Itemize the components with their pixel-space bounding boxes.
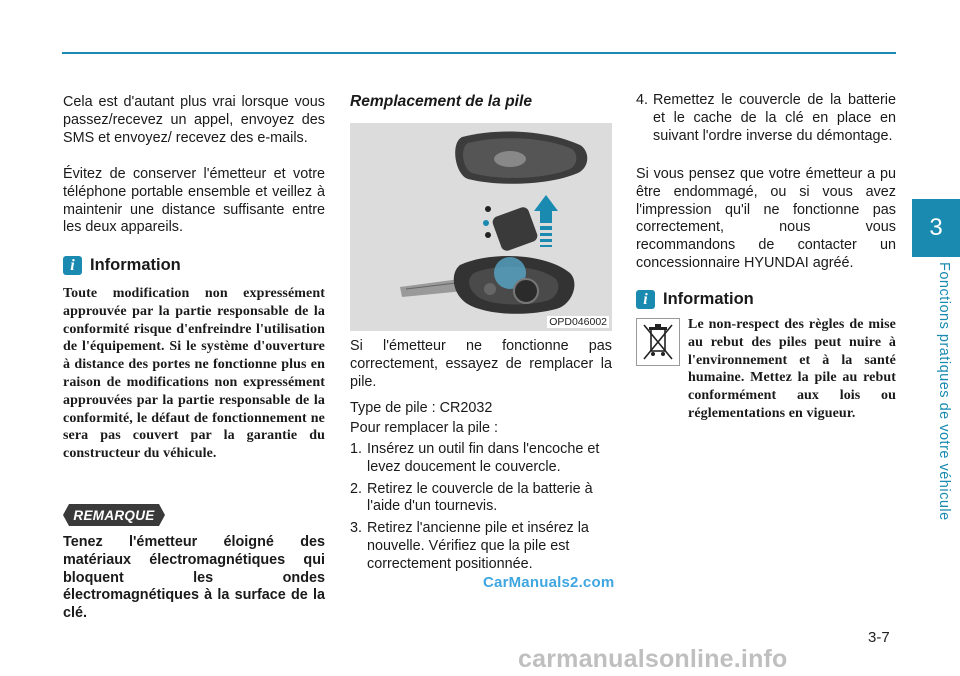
figure-code: OPD046002 <box>549 316 607 328</box>
chapter-tab <box>912 199 960 257</box>
step-number: 4. <box>636 92 649 108</box>
list-item <box>350 520 612 573</box>
top-rule <box>62 52 896 54</box>
paragraph: Cela est d'autant plus vrai lorsque vous passez/recevez un appel, envoyez des SMS et envoyez/ recevez des e-mails. <box>63 94 325 146</box>
battery-type: Type de pile : CR2032 <box>350 400 493 416</box>
chapter-number: 3 <box>929 214 943 241</box>
steps-list <box>350 441 612 578</box>
list-item <box>350 481 612 517</box>
info-title: Information <box>90 256 181 274</box>
remark-text: Tenez l'émetteur éloigné des matériaux électromagnétiques qui bloquent les ondes électromagnétiques à la surface de la clé. <box>63 534 325 622</box>
chapter-title <box>936 262 952 521</box>
info-heading <box>63 256 181 275</box>
step-number: 2. <box>350 480 363 497</box>
step-number: 3. <box>350 520 363 537</box>
info-text: Toute modification non expressément approuvée par la partie responsable de la conformité risque d'enfreindre l'utilisation de l'équipement. Si le système d'ouverture à distance des portes ne fonctionne plus en raison de modifications non expressément approuvées par la partie responsable de la conformité, le défaut de fonctionnement ne sera pas couvert par la garantie du constructeur du véhicule. <box>63 286 325 462</box>
step-text: Retirez l'ancienne pile et insérez la nouvelle. Vérifiez que la pile est correctement positionnée. <box>367 520 589 572</box>
step-text: Remettez le couvercle de la batterie et le cache de la clé en place en suivant l'ordre inverse du démontage. <box>653 92 896 144</box>
info-title: Information <box>663 290 754 308</box>
paragraph: Évitez de conserver l'émetteur et votre téléphone portable ensemble et veillez à maintenir une distance suffisante entre les deux appareils. <box>63 166 325 236</box>
step-number: 1. <box>350 441 363 457</box>
key-fob-illustration <box>350 123 612 331</box>
remark-badge <box>63 504 165 526</box>
list-item <box>636 92 896 145</box>
list-item <box>350 441 612 477</box>
recycling-bin-icon <box>636 318 680 366</box>
info-text: Le non-respect des règles de mise au rebut des piles peut nuire à l'environnement et à la santé humaine. Mettez la pile au rebut conformément aux lois ou réglementations en vigueur. <box>688 317 896 421</box>
chapter-title-text: Fonctions pratiques de votre véhicule <box>936 262 952 521</box>
footer-watermark: carmanualsonline.info <box>518 645 788 673</box>
key-battery-figure <box>350 123 612 331</box>
step-text: Insérez un outil fin dans l'encoche et levez doucement le couvercle. <box>367 441 600 475</box>
info-icon: i <box>63 256 82 275</box>
steps-intro: Pour remplacer la pile : <box>350 420 498 436</box>
section-title: Remplacement de la pile <box>350 93 532 110</box>
paragraph: Si l'émetteur ne fonctionne pas correctement, essayez de remplacer la pile. <box>350 338 612 390</box>
info-heading <box>636 290 754 309</box>
remark-label: REMARQUE <box>73 507 155 523</box>
step-text: Retirez le couvercle de la batterie à l'aide d'un tournevis. <box>367 480 593 515</box>
crossed-bin-icon <box>640 321 676 363</box>
watermark: CarManuals2.com <box>483 574 615 591</box>
paragraph: Si vous pensez que votre émetteur a pu être endommagé, ou si vous avez l'impression qu'il ne fonctionne pas correctement, nous vous recommandons de contacter un concessionnaire HYUNDAI agréé. <box>636 166 896 271</box>
page-number: 3-7 <box>868 629 890 646</box>
info-icon: i <box>636 290 655 309</box>
